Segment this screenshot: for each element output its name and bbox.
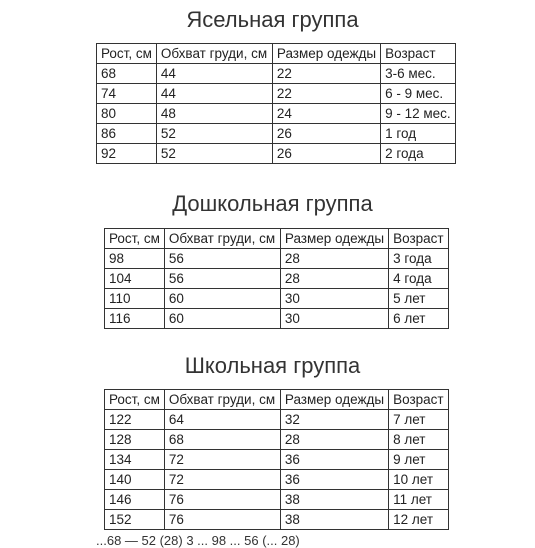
- table-cell: 52: [156, 124, 272, 144]
- column-header: Обхват груди, см: [164, 390, 280, 410]
- table-row: [105, 430, 449, 450]
- column-header: Обхват груди, см: [156, 44, 272, 64]
- table-cell: 28: [280, 430, 388, 450]
- table-cell: 9 - 12 мес.: [381, 104, 456, 124]
- column-header: Размер одежды: [280, 229, 388, 249]
- table-row: [105, 510, 449, 530]
- table-cell: 122: [105, 410, 165, 430]
- table-cell: 3-6 мес.: [381, 64, 456, 84]
- table-cell: 44: [156, 84, 272, 104]
- footer-text: ...68 — 52 (28) 3 ... 98 ... 56 (... 28): [96, 533, 300, 548]
- group-title-preschool: Дошкольная группа: [172, 191, 373, 216]
- table-cell: 60: [164, 289, 280, 309]
- table-cell: 30: [280, 309, 388, 329]
- table-cell: 68: [97, 64, 157, 84]
- table-cell: 24: [272, 104, 380, 124]
- table-cell: 68: [164, 430, 280, 450]
- table-cell: 80: [97, 104, 157, 124]
- table-cell: 116: [105, 309, 165, 329]
- column-header: Рост, см: [105, 390, 165, 410]
- table-cell: 36: [280, 450, 388, 470]
- table-cell: 76: [164, 510, 280, 530]
- table-cell: 64: [164, 410, 280, 430]
- table-cell: 6 - 9 мес.: [381, 84, 456, 104]
- column-header: Возраст: [389, 229, 449, 249]
- table-cell: 1 год: [381, 124, 456, 144]
- table-header-row: [105, 229, 449, 249]
- table-row: [105, 490, 449, 510]
- table-cell: 152: [105, 510, 165, 530]
- table-cell: 60: [164, 309, 280, 329]
- column-header: Размер одежды: [280, 390, 388, 410]
- table-cell: 48: [156, 104, 272, 124]
- table-row: [105, 249, 449, 269]
- table-row: [105, 450, 449, 470]
- table-row: [97, 104, 456, 124]
- table-cell: 110: [105, 289, 165, 309]
- table-row: [97, 124, 456, 144]
- size-table-nursery: [96, 43, 456, 164]
- table-cell: 10 лет: [389, 470, 449, 490]
- table-cell: 30: [280, 289, 388, 309]
- table-cell: 11 лет: [389, 490, 449, 510]
- table-header-row: [105, 390, 449, 410]
- table-cell: 38: [280, 510, 388, 530]
- table-cell: 5 лет: [389, 289, 449, 309]
- table-cell: 2 года: [381, 144, 456, 164]
- table-cell: 36: [280, 470, 388, 490]
- table-cell: 26: [272, 124, 380, 144]
- table-cell: 74: [97, 84, 157, 104]
- table-row: [97, 84, 456, 104]
- table-cell: 12 лет: [389, 510, 449, 530]
- table-cell: 32: [280, 410, 388, 430]
- table-cell: 38: [280, 490, 388, 510]
- table-cell: 104: [105, 269, 165, 289]
- table-row: [105, 309, 449, 329]
- table-cell: 72: [164, 450, 280, 470]
- group-title-school: Школьная группа: [184, 353, 361, 378]
- table-cell: 128: [105, 430, 165, 450]
- column-header: Обхват груди, см: [164, 229, 280, 249]
- table-cell: 3 года: [389, 249, 449, 269]
- column-header: Возраст: [389, 390, 449, 410]
- table-cell: 56: [164, 269, 280, 289]
- table-row: [105, 289, 449, 309]
- size-table-preschool: [104, 228, 449, 329]
- group-title-nursery: Ясельная группа: [186, 7, 359, 32]
- table-cell: 9 лет: [389, 450, 449, 470]
- table-cell: 52: [156, 144, 272, 164]
- table-cell: 22: [272, 64, 380, 84]
- table-cell: 26: [272, 144, 380, 164]
- table-cell: 92: [97, 144, 157, 164]
- column-header: Возраст: [381, 44, 456, 64]
- table-cell: 4 года: [389, 269, 449, 289]
- table-cell: 56: [164, 249, 280, 269]
- table-cell: 6 лет: [389, 309, 449, 329]
- table-cell: 140: [105, 470, 165, 490]
- table-row: [97, 64, 456, 84]
- table-cell: 8 лет: [389, 430, 449, 450]
- table-cell: 134: [105, 450, 165, 470]
- table-cell: 98: [105, 249, 165, 269]
- table-row: [105, 470, 449, 490]
- column-header: Рост, см: [97, 44, 157, 64]
- table-cell: 146: [105, 490, 165, 510]
- column-header: Размер одежды: [272, 44, 380, 64]
- table-cell: 72: [164, 470, 280, 490]
- table-cell: 28: [280, 269, 388, 289]
- table-cell: 44: [156, 64, 272, 84]
- table-cell: 7 лет: [389, 410, 449, 430]
- table-cell: 76: [164, 490, 280, 510]
- table-cell: 86: [97, 124, 157, 144]
- column-header: Рост, см: [105, 229, 165, 249]
- table-cell: 22: [272, 84, 380, 104]
- table-row: [105, 410, 449, 430]
- size-table-school: [104, 389, 449, 530]
- table-header-row: [97, 44, 456, 64]
- table-row: [105, 269, 449, 289]
- table-row: [97, 144, 456, 164]
- table-cell: 28: [280, 249, 388, 269]
